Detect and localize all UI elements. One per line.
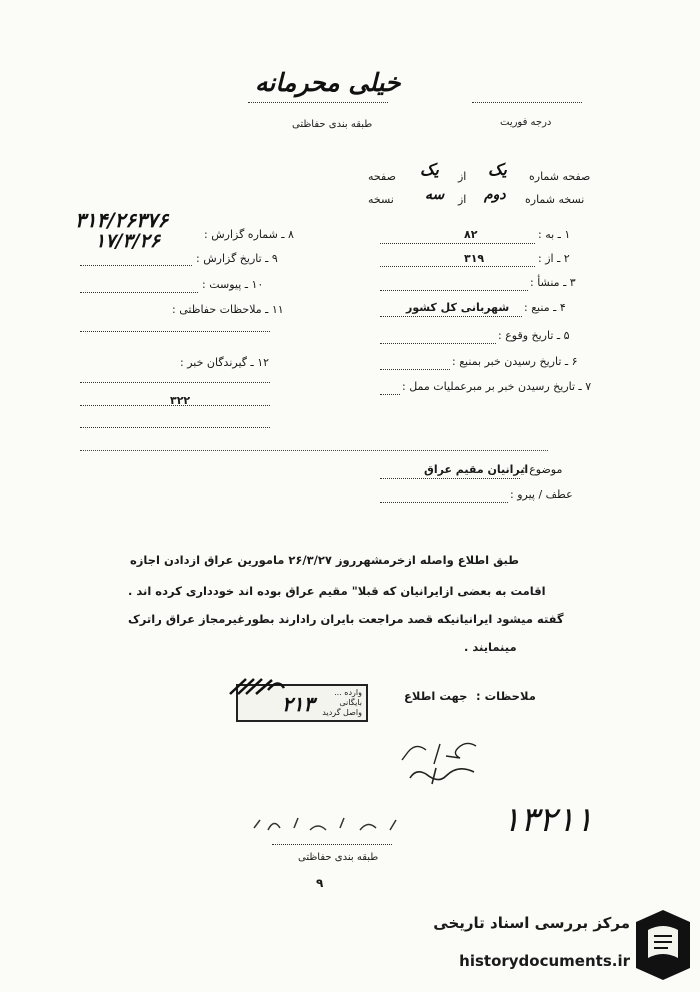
sheet-value: یک (488, 160, 507, 179)
body-line-2: اقامت به بعضی ازایرانیان که قبلا" مقیم عراق بوده اند خودداری کرده اند . (128, 584, 546, 598)
stamp-handwritten: ۲۱۳ (282, 692, 315, 716)
recipients-value: ۳۲۲ (170, 394, 191, 407)
field-event-date-label: ۵ ـ تاریخ وقوع : (498, 329, 570, 342)
stamp-line-1: وارده ... (334, 688, 362, 697)
sheet-total: یک (420, 160, 439, 179)
recipients-label: ۱۲ ـ گیرندگان خبر : (180, 356, 270, 369)
signature-icon (396, 738, 486, 790)
field-source-receipt-label: ۶ ـ تاریخ رسیدن خبر بمنبع : (452, 355, 578, 368)
archive-logo-icon (634, 908, 692, 982)
subject-line (380, 478, 520, 479)
body-line-3: گفته میشود ایرانیانیکه قصد مراجعت بایران رادارند بطورغیرمجاز عراق راترک (128, 612, 564, 626)
classification-handwritten: خیلی محرمانه (255, 68, 401, 97)
field-source-value: شهربانی کل کشور (406, 301, 510, 314)
stamp-scribble-icon (228, 676, 288, 698)
field-from-label: ۲ ـ از : (538, 252, 570, 265)
sheet-of: از (458, 170, 467, 183)
field-from-value: ۳۱۹ (464, 252, 485, 265)
stamp-line-3: واصل گردید (322, 708, 362, 717)
subject-label: موضوع : (522, 463, 563, 476)
field-to-label: ۱ ـ به : (538, 228, 571, 241)
copy-of: از (458, 193, 467, 206)
footer-classification-line (272, 844, 392, 845)
footer-classification-caption: طبقه بندی حفاظتی (298, 852, 379, 863)
footer-scribble-icon (250, 812, 410, 838)
report-date-value: ۱۷/۳/۲۶ (95, 230, 160, 252)
classification-caption: طبقه بندی حفاظتی (292, 119, 373, 130)
field-origin-label: ۳ ـ منشأ : (530, 276, 576, 289)
copy-unit: نسخه (368, 193, 394, 206)
remarks-label: ملاحظات : (476, 689, 536, 703)
field-source-label: ۴ ـ منبع : (524, 301, 566, 314)
field-event-date-line (380, 343, 496, 344)
field-ops-receipt-label: ۷ ـ تاریخ رسیدن خبر بر مبرعملیات ممل : (402, 380, 592, 393)
attachment-line (80, 292, 198, 293)
copy-label: نسخه شماره (525, 193, 585, 206)
watermark-title: مرکز بررسی اسناد تاریخی (433, 914, 630, 932)
recipients-line-1 (80, 382, 270, 383)
header-separator (80, 450, 548, 451)
recipients-line-3 (80, 427, 270, 428)
field-to-line (380, 243, 535, 244)
attachment-label: ۱۰ ـ پیوست : (202, 278, 264, 291)
field-ops-receipt-line (380, 394, 400, 395)
stamp-line-2: بایگانی (339, 698, 362, 707)
reference-label: عطف / پیرو : (510, 488, 573, 501)
report-date-label: ۹ ـ تاریخ گزارش : (196, 252, 278, 265)
copy-value: دوم (484, 187, 506, 203)
classification-line (248, 102, 388, 103)
report-number-value: ۳۱۴/۲۶۳۷۶ (75, 208, 169, 232)
priority-line (472, 102, 582, 103)
report-date-line (80, 265, 192, 266)
watermark-url: historydocuments.ir (459, 952, 630, 970)
field-source-receipt-line (380, 369, 450, 370)
subject-value: ایرانیان مقیم عراق (424, 463, 529, 476)
report-number-label: ۸ ـ شماره گزارش : (204, 228, 294, 241)
priority-caption: درجه فوریت (500, 117, 552, 128)
archive-watermark (434, 902, 696, 988)
reference-line (380, 502, 508, 503)
field-source-line (380, 316, 522, 317)
field-from-line (380, 266, 535, 267)
protective-remarks-line-1 (80, 331, 270, 332)
remarks-value: جهت اطلاع (404, 689, 468, 703)
sheet-unit: صفحه (368, 170, 396, 183)
field-origin-line (380, 290, 528, 291)
protective-remarks-label: ۱۱ ـ ملاحظات حفاظتی : (172, 303, 284, 316)
field-to-value: ۸۲ (464, 228, 478, 241)
body-line-4: مینمایند . (464, 640, 517, 654)
copy-total: سه (425, 187, 445, 203)
body-line-1: طبق اطلاع واصله ازخرمشهرروز ۲۶/۳/۲۷ مامورین عراق ازدادن اجازه (130, 553, 519, 567)
sheet-label: صفحه شماره (529, 170, 591, 183)
footer-page-mark: ۹ (316, 876, 324, 890)
footer-handwritten-number: ۱۳۲۱۱ (502, 800, 594, 840)
